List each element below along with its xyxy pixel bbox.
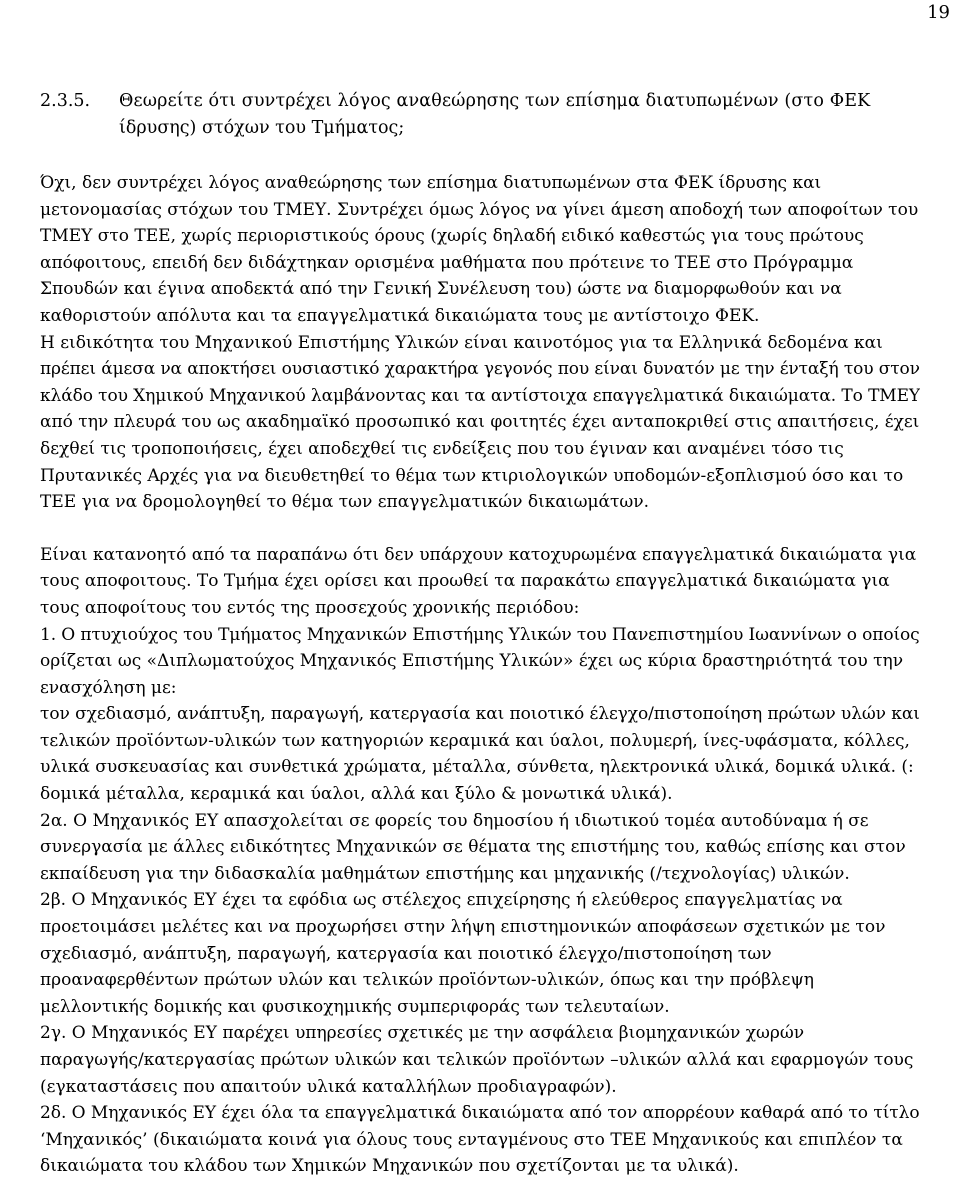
text-line: παραγωγής/κατεργασίας πρώτων υλικών και τελικών προϊόντων –υλικών αλλά και εφαρμογών τους [40,1050,914,1070]
text-line: Όχι, δεν συντρέχει λόγος αναθεώρησης των επίσημα διατυπωμένων στα ΦΕΚ ίδρυσης και [40,173,822,193]
text-line: 1. Ο πτυχιούχος του Τμήματος Μηχανικών Επιστήμης Υλικών του Πανεπιστημίου Ιωαννίνων ο οποίος [40,624,920,645]
text-line: καθοριστούν απόλυτα και τα επαγγελματικά δικαιώματα τους με αντίστοιχο ΦΕΚ. [40,305,760,326]
text-line: ΤΜΕΥ στο ΤΕΕ, χωρίς περιοριστικούς όρους (χωρίς δηλαδή ειδικό καθεστώς για τους πρώτους [40,226,864,247]
text-line: σχεδιασμό, ανάπτυξη, παραγωγή, κατεργασία και ποιοτικό έλεγχο/πιστοποίηση των [40,943,772,964]
text-line: 2δ. Ο Μηχανικός ΕΥ έχει όλα τα επαγγελματικά δικαιώματα από τον απορρέουν καθαρά από το τίτλο [40,1103,920,1124]
text-line: δομικά μέταλλα, κεραμικά και ύαλοι, αλλά και ξύλο & μονωτικά υλικά). [40,784,673,805]
question-text-line-2: ίδρυσης) στόχων του Τμήματος; [119,117,405,138]
text-line: Η ειδικότητα του Μηχανικού Επιστήμης Υλικών είναι καινοτόμος για τα Ελληνικά δεδομένα και [40,332,883,353]
text-line: υλικά συσκευασίας και συνθετικά χρώματα, μέταλλα, σύνθετα, ηλεκτρονικά υλικά, δομικά υλικά. (: [40,757,914,778]
page-number: 19 [927,2,950,23]
text-line: τελικών προϊόντων-υλικών των κατηγοριών κεραμικά και ύαλοι, πολυμερή, ίνες-υφάσματα, κόλλες, [40,730,910,751]
text-line: ορίζεται ως «Διπλωματούχος Μηχανικός Επιστήμης Υλικών» έχει ως κύρια δραστηριότητά του την [40,651,904,672]
text-line: συνεργασία με άλλες ειδικότητες Μηχανικών σε θέματα της επιστήμης του, καθώς επίσης και στον [40,837,906,858]
answer-paragraph-1 [40,170,920,516]
text-line: (εγκαταστάσεις που απαιτούν υλικά καταλλήλων προδιαγραφών). [40,1076,617,1097]
text-line: 2β. Ο Μηχανικός ΕΥ έχει τα εφόδια ως στέλεχος επιχείρησης ή ελεύθερος επαγγελματίας να [40,890,843,911]
text-line: προετοιμάσει μελέτες και να προχωρήσει στην λήψη επιστημονικών αποφάσεων σχετικών με τον [40,917,886,938]
text-line: κλάδο του Χημικού Μηχανικού λαμβάνοντας και τα αντίστοιχα επαγγελματικά δικαιώματα. Το ΤΜΕΥ [40,385,920,406]
text-line: τους αποφοιτους. Το Τμήμα έχει ορίσει και προωθεί τα παρακάτω επαγγελματικά δικαιώματα για [40,571,890,592]
answer [0,170,960,1180]
text-line: ενασχόληση με: [40,677,177,698]
answer-paragraph-2 [40,542,920,1180]
text-line: 2γ. Ο Μηχανικός ΕΥ παρέχει υπηρεσίες σχετικές με την ασφάλεια βιομηχανικών χωρών [40,1023,805,1044]
text-line: απόφοιτους, επειδή δεν διδάχτηκαν ορισμένα μαθήματα που πρότεινε το ΤΕΕ στο Πρόγραμμα [40,252,854,273]
text-line: Είναι κατανοητό από τα παραπάνω ότι δεν υπάρχουν κατοχυρωμένα επαγγελματικά δικαιώματα για [40,544,917,565]
text-line: προαναφερθέντων πρώτων υλών και τελικών προϊόντων-υλικών, όπως και την πρόβλεψη [40,970,814,991]
text-line: εκπαίδευση για την διδασκαλία μαθημάτων επιστήμης και μηχανικής (/τεχνολογίας) υλικών. [40,863,850,884]
text-line: τον σχεδιασμό, ανάπτυξη, παραγωγή, κατεργασία και ποιοτικό έλεγχο/πιστοποίηση πρώτων υλών και [40,704,920,725]
question-text-line-1: Θεωρείτε ότι συντρέχει λόγος αναθεώρησης των επίσημα διατυπωμένων (στο ΦΕΚ [119,91,871,111]
text-line: μετονομασίας στόχων του ΤΜΕΥ. Συντρέχει όμως λόγος να γίνει άμεση αποδοχή των αποφοίτων του [40,199,919,220]
question-number: 2.3.5. [40,91,91,111]
text-line: 2α. Ο Μηχανικός ΕΥ απασχολείται σε φορείς του δημοσίου ή ιδιωτικού τομέα αυτοδύναμα ή σε [40,810,869,831]
text-line: Πρυτανικές Αρχές για να διευθετηθεί το θέμα των κτιριολογικών υποδομών-εξοπλισμού όσο και το [40,465,904,486]
text-line: δεχθεί τις τροποποιήσεις, έχει αποδεχθεί τις ενδείξεις που του έγιναν και αναμένει τόσο τις [40,438,844,459]
question [0,88,960,141]
text-line: τους αποφοίτους του εντός της προσεχούς χρονικής περιόδου: [40,597,580,618]
document-body [0,88,960,1180]
text-line: δικαιώματα του κλάδου των Χημικών Μηχανικών που σχετίζονται με τα υλικά). [40,1156,739,1177]
text-line: ‘Μηχανικός’ (δικαιώματα κοινά για όλους τους ενταγμένους στο ΤΕΕ Μηχανικούς και επιπλέον τα [40,1129,903,1150]
text-line: από την πλευρά του ως ακαδημαϊκό προσωπικό και φοιτητές έχει ανταποκριθεί στις απαιτήσεις, έχει [40,412,920,433]
text-line: Σπουδών και έγινα αποδεκτά από την Γενική Συνέλευση του) ώστε να διαμορφωθούν και να [40,279,842,300]
text-line: πρέπει άμεσα να αποκτήσει ουσιαστικό χαρακτήρα γεγονός που είναι δυνατόν με την ένταξή του στον [40,359,920,380]
text-line: μελλοντικής δομικής και φυσικοχημικής συμπεριφοράς των τελευταίων. [40,996,670,1017]
text-line: ΤΕΕ για να δρομολογηθεί το θέμα των επαγγελματικών δικαιωμάτων. [40,492,649,513]
